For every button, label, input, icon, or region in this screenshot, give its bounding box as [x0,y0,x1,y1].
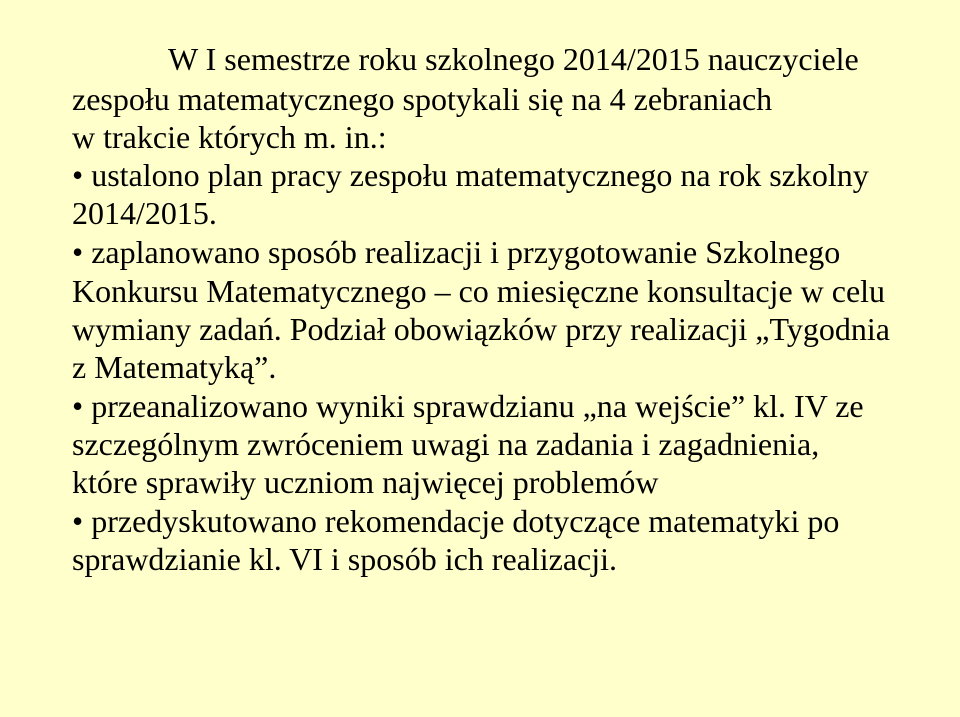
text-line-8: wymiany zadań. Podział obowiązków przy realizacji „Tygodnia [72,311,890,347]
bullet-line-2: • zaplanowano sposób realizacji i przygotowanie Szkolnego [72,234,841,270]
text-line-1: W I semestrze roku szkolnego 2014/2015 nauczyciele [168,41,859,77]
text-line-7: Konkursu Matematycznego – co miesięczne konsultacje w celu [72,273,886,309]
text-line-11: szczególnym zwróceniem uwagi na zadania i zagadnienia, [72,426,820,462]
bullet-line-3: • przeanalizowano wyniki sprawdzianu „na wejście” kl. IV ze [72,388,864,424]
text-line-3: w trakcie których m. in.: [72,119,387,155]
text-line-12: które sprawiły uczniom najwięcej problemów [72,464,659,500]
text-line-2: zespołu matematycznego spotykali się na 4 zebraniach [72,81,773,117]
bullet-line-1: • ustalono plan pracy zespołu matematycznego na rok szkolny [72,157,869,193]
text-line-5: 2014/2015. [72,195,217,231]
text-line-14: sprawdzianie kl. VI i sposób ich realizacji. [72,541,618,577]
text-line-9: z Matematyką”. [72,349,277,385]
bullet-line-4: • przedyskutowano rekomendacje dotyczące matematyki po [72,503,840,539]
